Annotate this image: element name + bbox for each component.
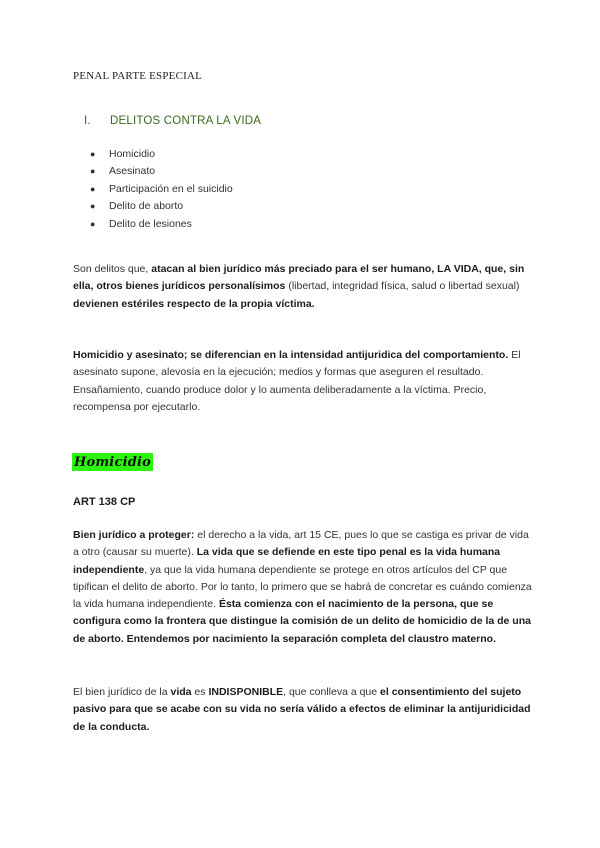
- list-item: ● Delito de lesiones: [90, 216, 233, 233]
- list-item: ● Participación en el suicidio: [90, 181, 233, 198]
- homicidio-asesinato-paragraph: Homicidio y asesinato; se diferencian en la intensidad antijuridica del comportamiento. El asesinato supone, alevosía en la ejecución; medios y formas que aseguren el resultado. Ensañamiento, cuando produce dolor y lo aumenta deliberadamente a la víctima. Precio, recompensa por ejecutarlo.: [73, 349, 521, 413]
- article-heading: ART 138 CP: [73, 496, 136, 508]
- crime-list: [90, 146, 233, 233]
- bullet-icon: ●: [90, 201, 96, 212]
- bien-juridico-paragraph: Bien jurídico a proteger: el derecho a la vida, art 15 CE, pues lo que se castiga es privar de vida a otro (causar su muerte). La vida que se defiende en este tipo penal es la vida humana independiente, ya que la vida humana dependiente se protege en otros artículos del CP que tipifican el delito de aborto. Por lo tanto, lo primero que se habrá de concretar es cuándo comienza la vida humana independiente. Ésta comienza con el nacimiento de la persona, que se configura como la frontera que distingue la comisión de un delito de homicidio de la de una de aborto. Entendemos por nacimiento la separación completa del claustro materno.: [73, 529, 532, 645]
- section-number: I.: [84, 115, 91, 127]
- intro-paragraph: Son delitos que, atacan al bien jurídico más preciado para el ser humano, LA VIDA, que, sin ella, otros bienes jurídicos personalísimos (libertad, integridad física, salud o libertad sexual) devienen estériles respecto de la propia víctima.: [73, 263, 525, 310]
- indisponible-paragraph: El bien jurídico de la vida es INDISPONIBLE, que conlleva a que el consentimiento del sujeto pasivo para que se acabe con su vida no sería válido a efectos de eliminar la antijuridicidad de la conducta.: [73, 686, 531, 733]
- bullet-icon: ●: [90, 218, 96, 229]
- section-title: DELITOS CONTRA LA VIDA: [110, 115, 262, 127]
- bullet-icon: ●: [90, 183, 96, 194]
- list-item: ● Homicidio: [90, 146, 233, 163]
- section-heading: [84, 115, 261, 127]
- document-title: PENAL PARTE ESPECIAL: [73, 70, 203, 82]
- bullet-icon: ●: [90, 149, 96, 159]
- homicidio-heading: Homicidio: [74, 455, 152, 470]
- list-item: ● Asesinato: [90, 163, 233, 180]
- bullet-icon: ●: [90, 166, 96, 177]
- list-item: ● Delito de aborto: [90, 198, 233, 215]
